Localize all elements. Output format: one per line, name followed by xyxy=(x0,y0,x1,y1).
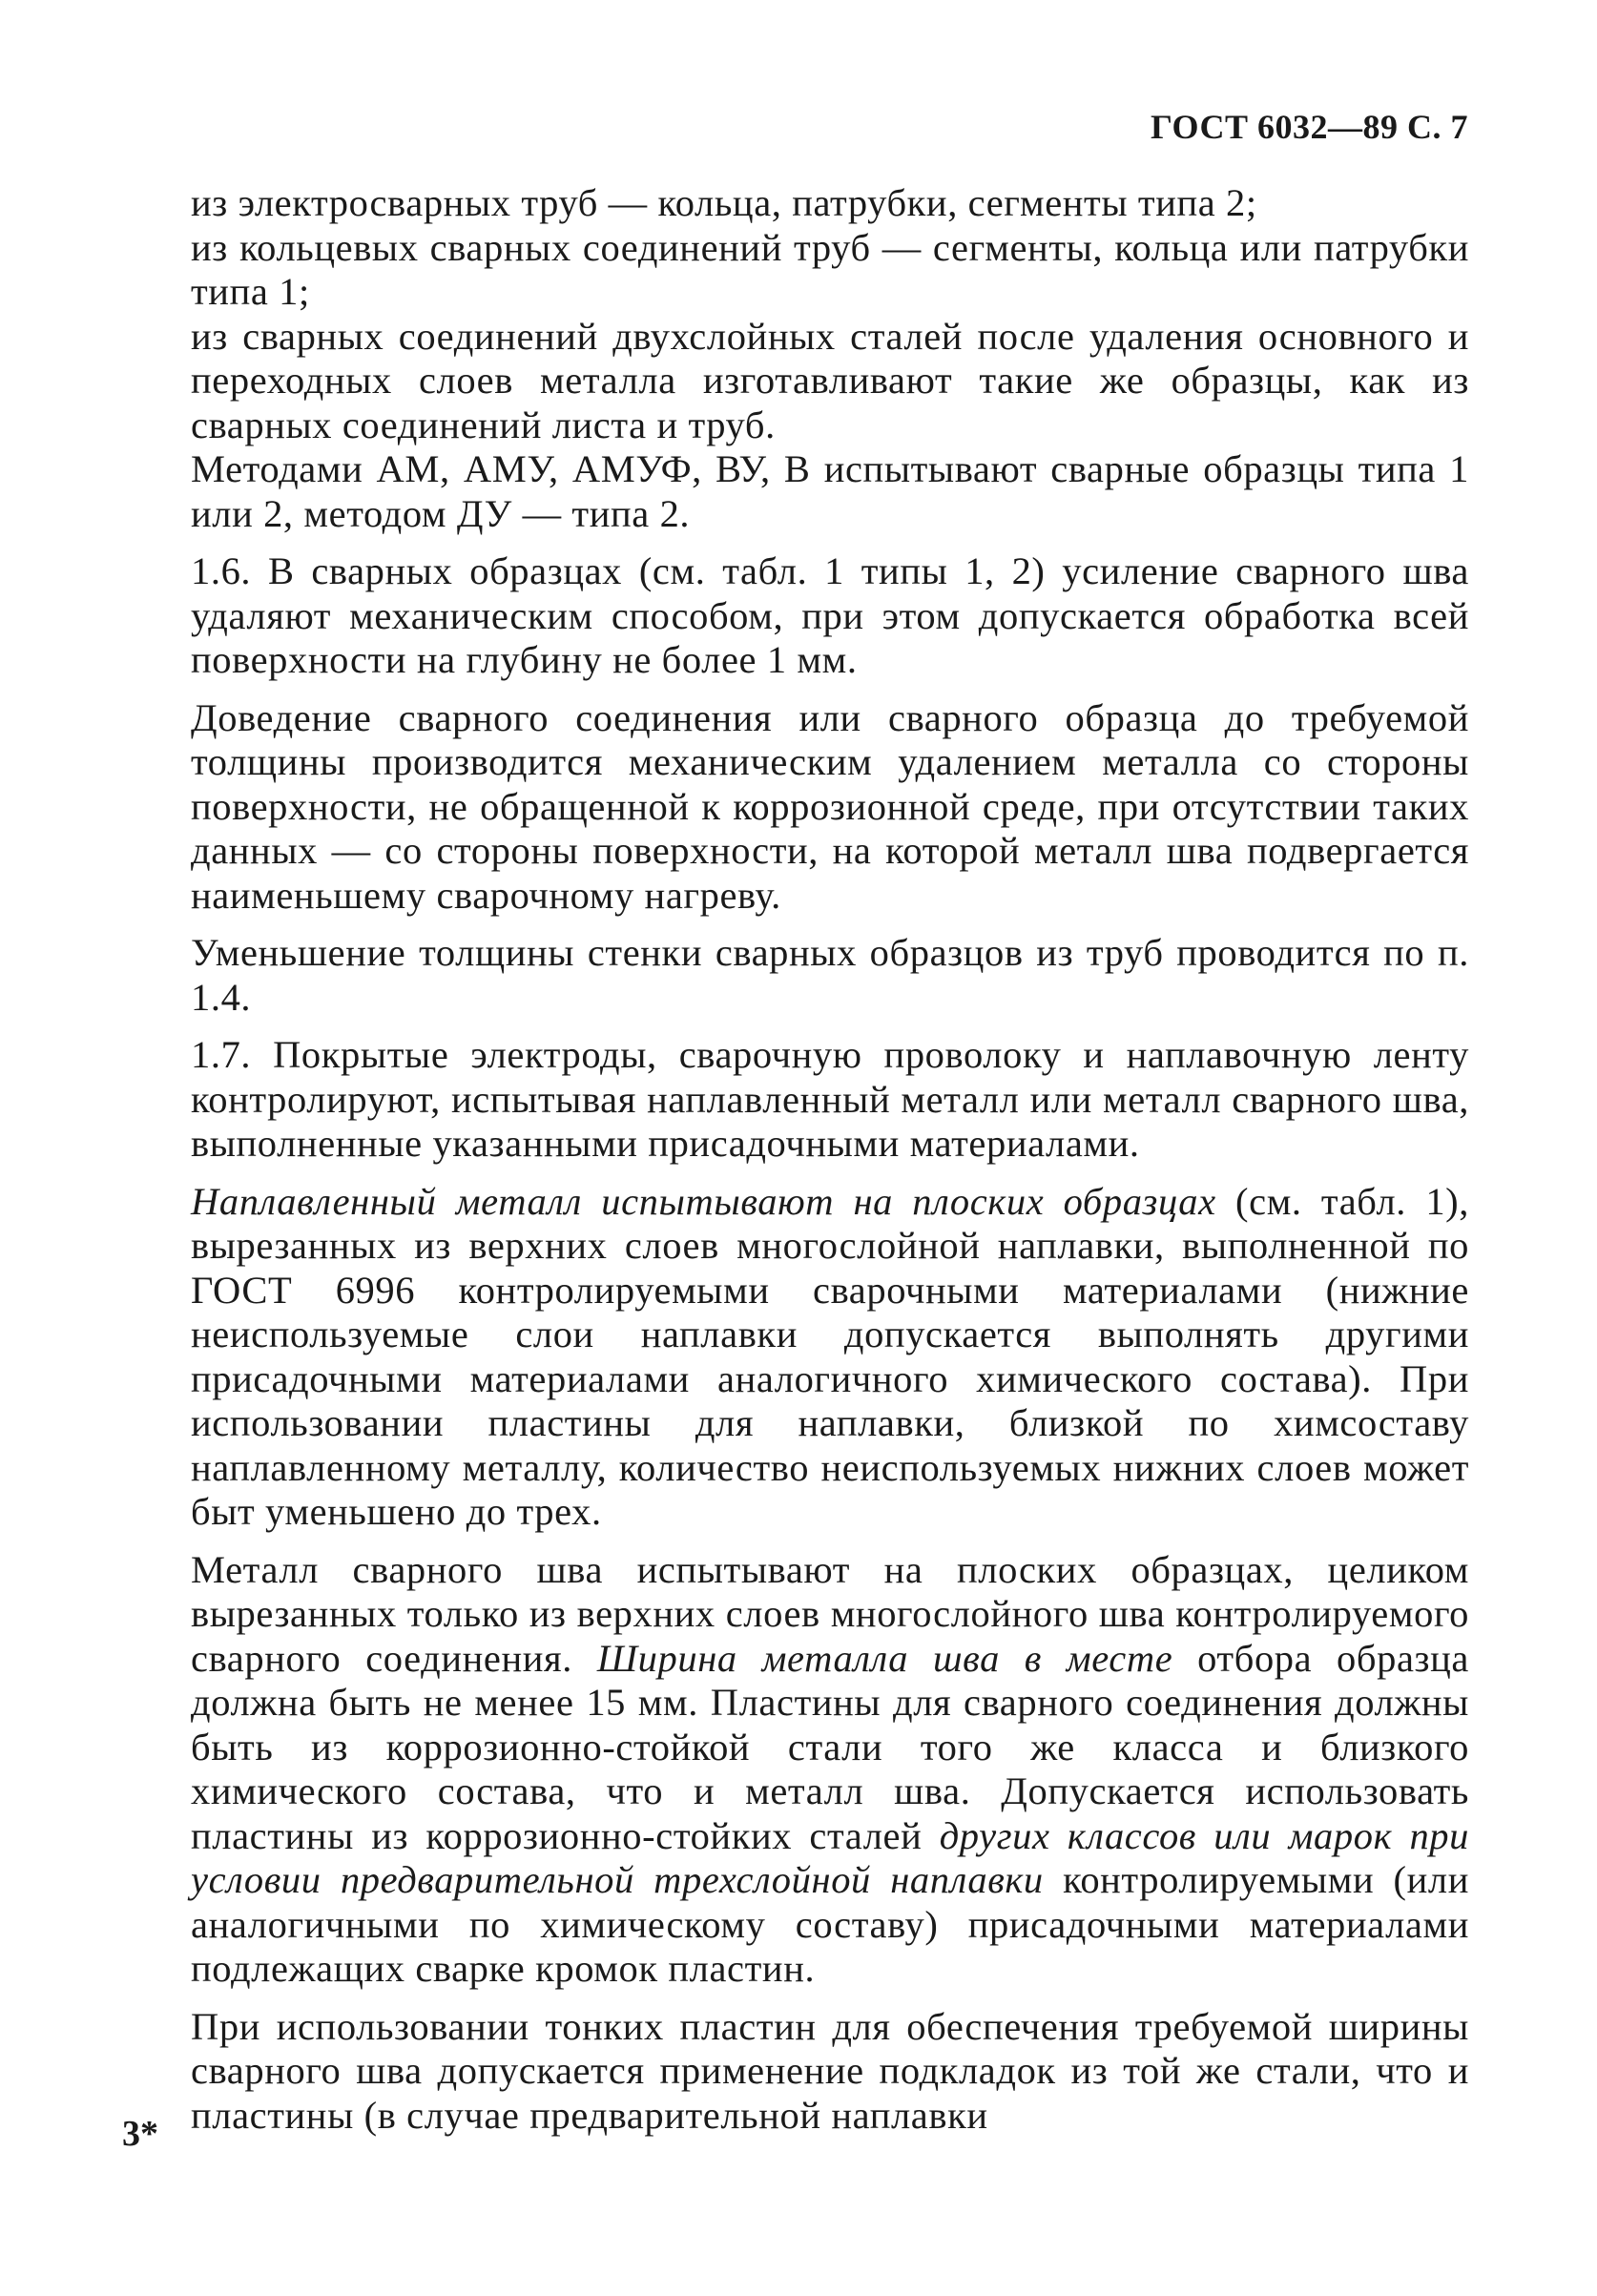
paragraph-deposited-metal xyxy=(191,1180,1469,1535)
paragraph-two-layer-steels: из сварных соединений двухслойных сталей после удаления основного и переходных слоев металла изготавливают такие же образцы, как из сварных соединений листа и труб. xyxy=(191,314,1469,446)
paragraph-pipes-electrowelded: из электросварных труб — кольца, патрубки, сегменты типа 2; xyxy=(191,181,1257,224)
page-header: ГОСТ 6032—89 С. 7 xyxy=(1151,108,1468,146)
weld-metal-italic-mid: Ширина металла шва в месте xyxy=(596,1636,1173,1680)
page-footer-mark: 3* xyxy=(122,2114,158,2154)
paragraph-1-7: 1.7. Покрытые электроды, сварочную проволоку и наплавочную ленту контролируют, испытывая наплавленный металл или металл сварного шва, выполненные указанными присадочными материалами. xyxy=(191,1033,1469,1165)
paragraph-1-6: 1.6. В сварных образцах (см. табл. 1 типы 1, 2) усиление сварного шва удаляют механическим способом, при этом допускается обработка всей поверхности на глубину не более 1 мм. xyxy=(191,549,1469,681)
weld-metal-italic-tail: других классов или марок при условии предварительной трехслойной наплавки xyxy=(191,1813,1469,1901)
paragraph-wall-reduction: Уменьшение толщины стенки сварных образцов из труб проводится по п. 1.4. xyxy=(191,931,1469,1019)
weld-metal-rest2: контролируемыми (или аналогичными по химическому составу) присадочными материалами подлежащих сварке кромок пластин. xyxy=(191,1858,1469,1990)
paragraph-ring-joints: из кольцевых сварных соединений труб — сегменты, кольца или патрубки типа 1; xyxy=(191,225,1469,313)
paragraph-thickness-finishing: Доведение сварного соединения или сварного образца до требуемой толщины производится механическим удалением металла со стороны поверхности, не обращенной к коррозионной среде, при отсутствии таких данных — со стороны поверхности, на которой металл шва подвергается наименьшему сварочному нагреву. xyxy=(191,695,1469,917)
deposited-metal-italic-lead: Наплавленный металл испытывают на плоских образцах xyxy=(191,1179,1216,1223)
paragraph-weld-metal xyxy=(191,1548,1469,1992)
paragraph-thin-plates: При использовании тонких пластин для обеспечения требуемой ширины сварного шва допускается применение подкладок из той же стали, что и пластины (в случае предварительной наплавки xyxy=(191,2004,1469,2137)
weld-metal-lead: Металл сварного шва испытывают на плоских образцах, целиком вырезанных только из верхних слоев многослойного шва контролируемого сварного соединения. xyxy=(191,1547,1469,1680)
deposited-metal-rest: (см. табл. 1), вырезанных из верхних слоев многослойной наплавки, выполненной по ГОСТ 6996 контролируемыми сварочными материалами (нижние неиспользуемые слои наплавки допускается выполнять другими присадочными материалами аналогичного химического состава). При использовании пластины для наплавки, близкой по химсоставу наплавленному металлу, количество неиспользуемых нижних слоев может быт уменьшено до трех. xyxy=(191,1179,1469,1533)
weld-metal-rest: отбора образца должна быть не менее 15 мм. Пластины для сварного соединения должны быть из коррозионно-стойкой стали того же класса и близкого химического состава, что и металл шва. Допускается использовать пластины из коррозионно-стойких сталей xyxy=(191,1636,1469,1857)
paragraph-methods: Методами АМ, АМУ, АМУФ, ВУ, В испытывают сварные образцы типа 1 или 2, методом ДУ — типа 2. xyxy=(191,447,1469,535)
body-text xyxy=(191,181,1469,2138)
